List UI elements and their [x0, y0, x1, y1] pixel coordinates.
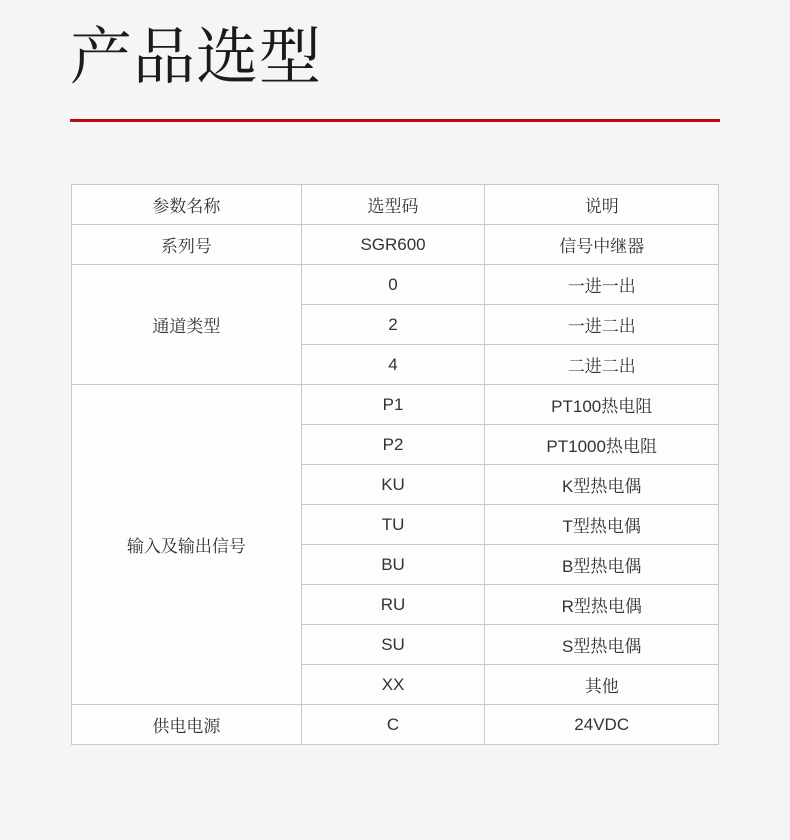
product-selection-table — [71, 184, 719, 745]
desc-cell: K型热电偶 — [485, 465, 719, 505]
param-cell: 通道类型 — [72, 265, 302, 385]
code-cell: P1 — [301, 385, 485, 425]
code-cell: XX — [301, 665, 485, 705]
code-cell: P2 — [301, 425, 485, 465]
desc-cell: T型热电偶 — [485, 505, 719, 545]
column-header-desc: 说明 — [485, 185, 719, 225]
desc-cell: 一进二出 — [485, 305, 719, 345]
code-cell: SGR600 — [301, 225, 485, 265]
desc-cell: B型热电偶 — [485, 545, 719, 585]
desc-cell: R型热电偶 — [485, 585, 719, 625]
desc-cell: 一进一出 — [485, 265, 719, 305]
column-header-code: 选型码 — [301, 185, 485, 225]
table-row — [72, 385, 719, 425]
desc-cell: S型热电偶 — [485, 625, 719, 665]
code-cell: C — [301, 705, 485, 745]
desc-cell: 信号中继器 — [485, 225, 719, 265]
table-row — [72, 225, 719, 265]
code-cell: RU — [301, 585, 485, 625]
code-cell: BU — [301, 545, 485, 585]
column-header-param: 参数名称 — [72, 185, 302, 225]
param-cell: 供电电源 — [72, 705, 302, 745]
code-cell: 0 — [301, 265, 485, 305]
table-row — [72, 265, 719, 305]
param-cell: 系列号 — [72, 225, 302, 265]
desc-cell: PT1000热电阻 — [485, 425, 719, 465]
code-cell: 4 — [301, 345, 485, 385]
code-cell: KU — [301, 465, 485, 505]
param-cell: 输入及输出信号 — [72, 385, 302, 705]
code-cell: 2 — [301, 305, 485, 345]
table-header-row — [72, 185, 719, 225]
code-cell: SU — [301, 625, 485, 665]
code-cell: TU — [301, 505, 485, 545]
desc-cell: 二进二出 — [485, 345, 719, 385]
table-row — [72, 705, 719, 745]
desc-cell: 其他 — [485, 665, 719, 705]
desc-cell: 24VDC — [485, 705, 719, 745]
title-underline — [70, 119, 720, 122]
page-title: 产品选型 — [70, 23, 323, 92]
desc-cell: PT100热电阻 — [485, 385, 719, 425]
